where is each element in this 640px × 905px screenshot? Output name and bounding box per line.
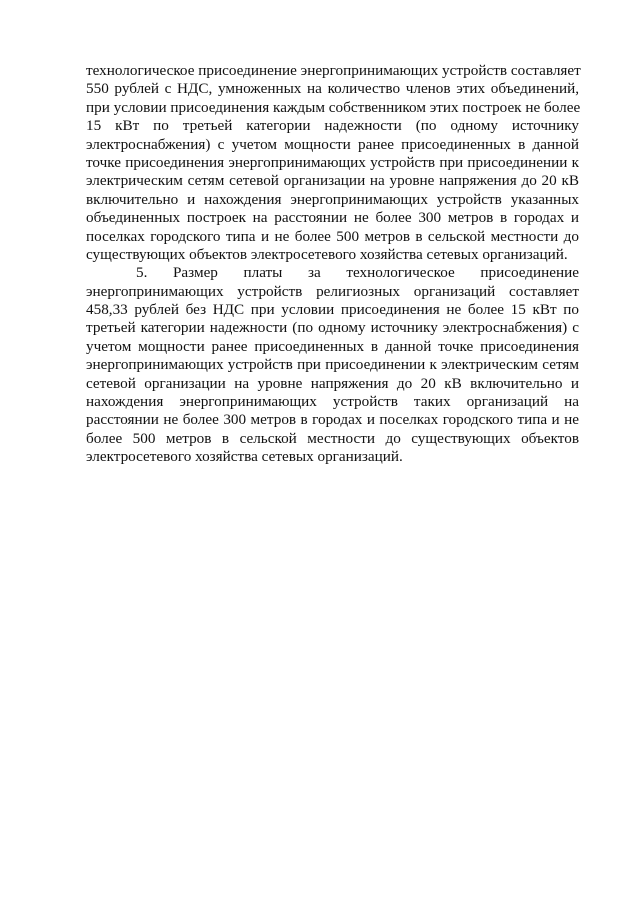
text-line: сетевой организации на уровне напряжения до 20 кВ включительно и <box>86 374 579 392</box>
text-line: третьей категории надежности (по одному источнику электроснабжения) с <box>86 319 579 337</box>
text-line: технологическое присоединение энергопринимающих устройств составляет <box>86 62 581 79</box>
text-line: объединенных построек на расстоянии не более 300 метров в городах и <box>86 209 579 227</box>
text-line: 550 рублей с НДС, умноженных на количество членов этих объединений, <box>86 80 579 98</box>
text-line: при условии присоединения каждым собственником этих построек не более <box>86 98 581 116</box>
text-line: точке присоединения энергопринимающих устройств при присоединении к <box>86 153 579 171</box>
text-line: расстоянии не более 300 метров в городах и поселках городского типа и не <box>86 411 579 429</box>
paragraph-5-first-line: 5. Размер платы за технологическое присоединение <box>136 264 579 282</box>
text-line: учетом мощности ранее присоединенных в данной точке присоединения <box>86 337 579 355</box>
text-line: поселках городского типа и не более 500 метров в сельской местности до <box>86 227 579 245</box>
text-line: электроснабжения) с учетом мощности ранее присоединенных в данной <box>86 135 579 153</box>
document-page <box>86 62 579 467</box>
text-line: 15 кВт по третьей категории надежности (по одному источнику <box>86 117 579 135</box>
text-line: нахождения энергопринимающих устройств таких организаций на <box>86 393 579 411</box>
text-line: электрическим сетям сетевой организации на уровне напряжения до 20 кВ <box>86 172 579 190</box>
text-line: существующих объектов электросетевого хозяйства сетевых организаций. <box>86 245 568 263</box>
text-line: включительно и нахождения энергопринимающих устройств указанных <box>86 190 579 208</box>
text-line: энергопринимающих устройств религиозных организаций составляет <box>86 282 579 300</box>
text-line: 458,33 рублей без НДС при условии присоединения не более 15 кВт по <box>86 301 579 319</box>
text-line: электросетевого хозяйства сетевых организаций. <box>86 448 403 466</box>
text-line: более 500 метров в сельской местности до существующих объектов <box>86 429 579 447</box>
text-line: энергопринимающих устройств при присоединении к электрическим сетям <box>86 356 579 374</box>
